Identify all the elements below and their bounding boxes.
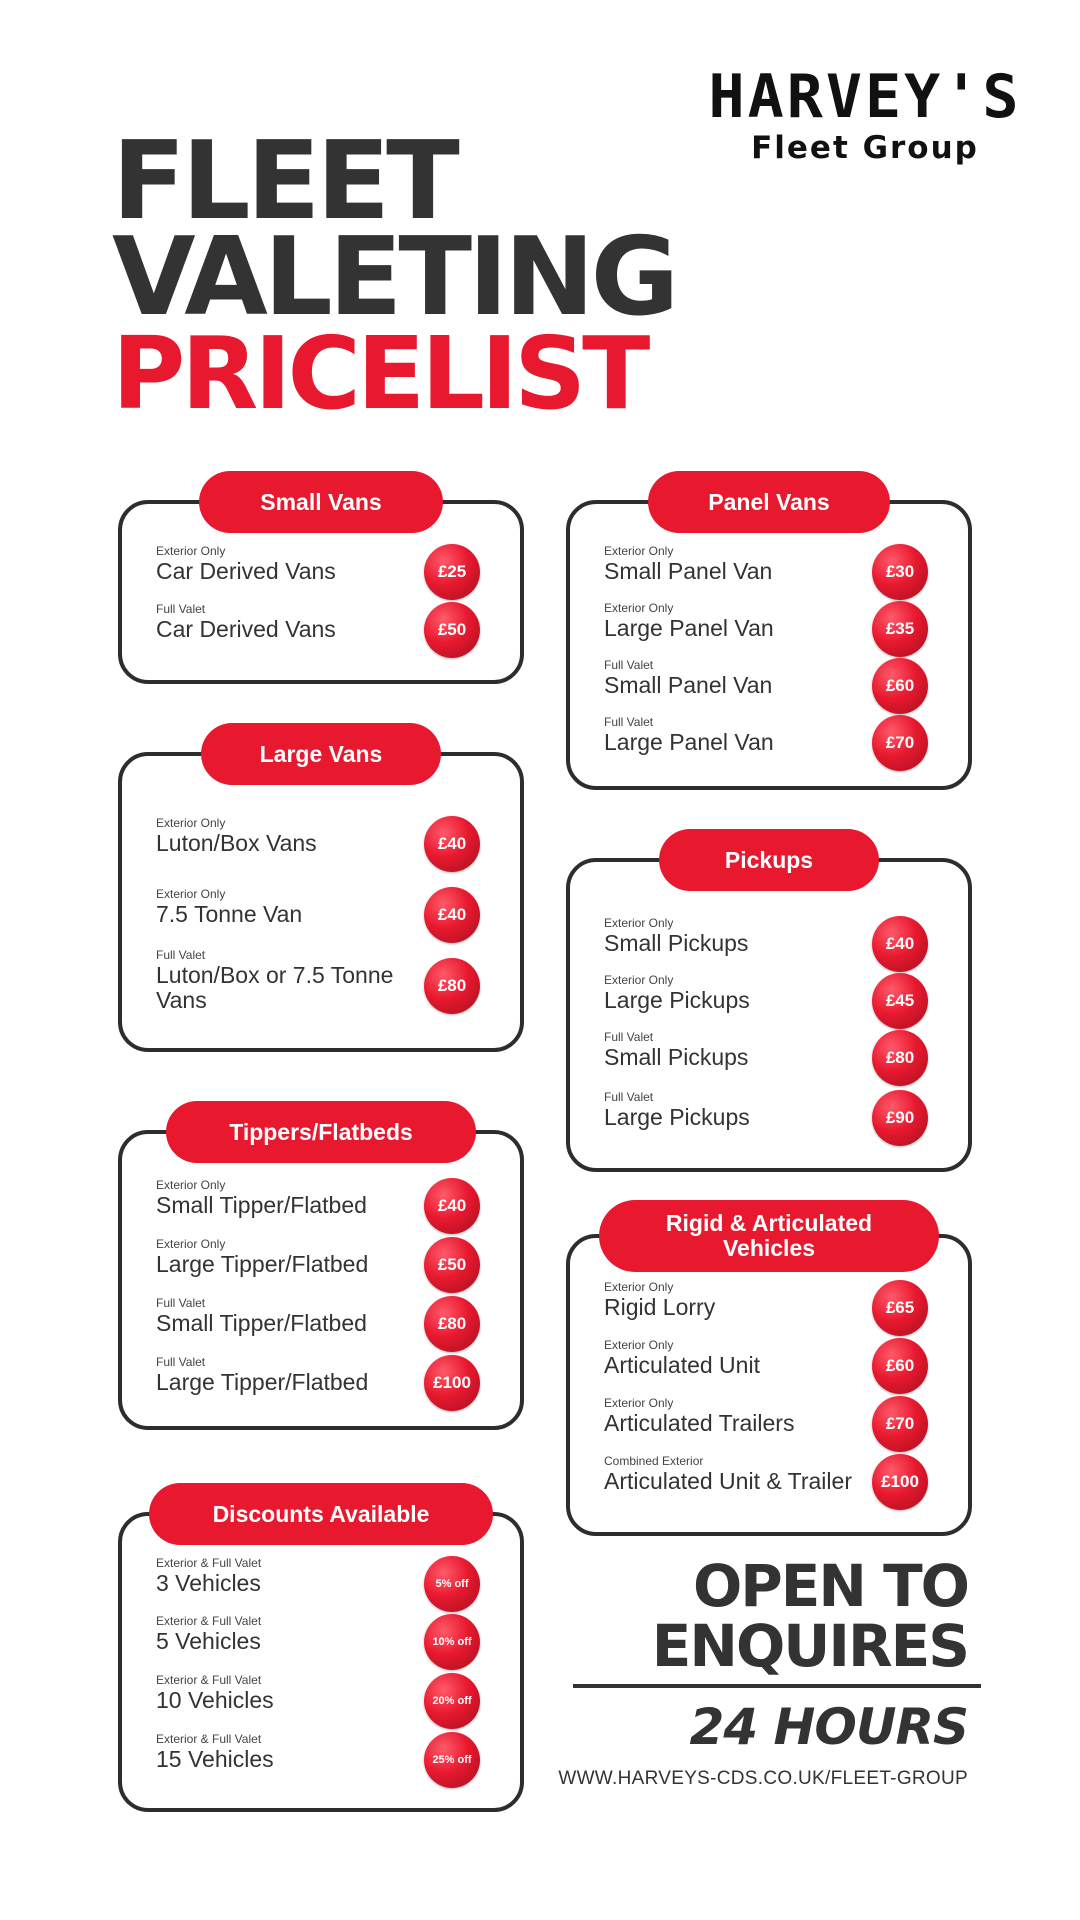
- vehicle-name: Large Tipper/Flatbed: [156, 1251, 369, 1277]
- card-heading: Tippers/Flatbeds: [166, 1101, 476, 1163]
- price-badge: £70: [872, 715, 928, 771]
- vehicle-name: Small Pickups: [604, 1044, 749, 1070]
- price-row: [604, 715, 968, 773]
- service-type: Exterior Only: [604, 601, 674, 615]
- vehicle-name: Small Panel Van: [604, 672, 773, 698]
- price-row: [604, 1454, 968, 1512]
- price-row: [156, 887, 520, 945]
- service-type: Full Valet: [604, 658, 654, 672]
- service-type: Exterior Only: [604, 916, 674, 930]
- logo-subtitle: Fleet Group: [751, 130, 979, 166]
- price-row: [156, 1296, 520, 1354]
- price-badge: £40: [424, 816, 480, 872]
- price-row: [156, 1237, 520, 1295]
- service-type: Exterior Only: [604, 973, 674, 987]
- vehicle-count: 10 Vehicles: [156, 1687, 274, 1713]
- title-line-3: PRICELIST: [112, 315, 647, 432]
- card-large-vans: [118, 740, 524, 1052]
- price-row: [604, 916, 968, 974]
- service-type: Exterior Only: [156, 1237, 226, 1251]
- card-heading: Discounts Available: [149, 1483, 493, 1545]
- price-row: [156, 602, 520, 660]
- price-row: [156, 1355, 520, 1413]
- service-type: Full Valet: [156, 1296, 206, 1310]
- discount-badge: 20% off: [424, 1673, 480, 1729]
- price-row: [604, 1090, 968, 1148]
- vehicle-name: Luton/Box or 7.5 Tonne Vans: [156, 962, 394, 1013]
- discount-type: Exterior & Full Valet: [156, 1732, 262, 1746]
- price-row: [156, 544, 520, 602]
- price-badge: £25: [424, 544, 480, 600]
- price-row: [156, 948, 520, 1028]
- price-row: [156, 816, 520, 874]
- vehicle-name: Small Panel Van: [604, 558, 773, 584]
- vehicle-name: Car Derived Vans: [156, 616, 336, 642]
- vehicle-count: 5 Vehicles: [156, 1628, 261, 1654]
- card-heading: Large Vans: [201, 723, 441, 785]
- card-rigid-articulated: [566, 1210, 972, 1536]
- price-badge: £45: [872, 973, 928, 1029]
- price-row: [604, 601, 968, 659]
- open-to-line: OPEN TO: [692, 1552, 968, 1620]
- card-tippers-flatbeds: [118, 1118, 524, 1430]
- service-type: Exterior Only: [604, 544, 674, 558]
- service-type: Full Valet: [604, 1030, 654, 1044]
- discount-row: [156, 1732, 520, 1790]
- discount-badge: 25% off: [424, 1732, 480, 1788]
- price-badge: £35: [872, 601, 928, 657]
- vehicle-count: 15 Vehicles: [156, 1746, 274, 1772]
- discount-type: Exterior & Full Valet: [156, 1614, 262, 1628]
- price-row: [604, 1280, 968, 1338]
- card-small-vans: [118, 488, 524, 684]
- service-type: Full Valet: [604, 715, 654, 729]
- price-badge: £40: [424, 1178, 480, 1234]
- vehicle-name: Luton/Box Vans: [156, 830, 317, 856]
- price-badge: £50: [424, 1237, 480, 1293]
- card-panel-vans: [566, 488, 972, 790]
- divider: [573, 1684, 981, 1688]
- card-heading: Small Vans: [199, 471, 443, 533]
- brand-logo: [690, 64, 1040, 166]
- vehicle-name: 7.5 Tonne Van: [156, 901, 303, 927]
- service-type: Exterior Only: [156, 816, 226, 830]
- service-type: Full Valet: [156, 948, 206, 962]
- price-badge: £50: [424, 602, 480, 658]
- vehicle-name: Car Derived Vans: [156, 558, 336, 584]
- card-heading: [599, 1200, 939, 1272]
- vehicle-count: 3 Vehicles: [156, 1570, 261, 1596]
- vehicle-name: Articulated Trailers: [604, 1410, 795, 1436]
- price-badge: £80: [872, 1030, 928, 1086]
- price-row: [604, 1396, 968, 1454]
- vehicle-name: Large Tipper/Flatbed: [156, 1369, 369, 1395]
- title-line-1: FLEET: [112, 119, 456, 244]
- vehicle-name: Small Pickups: [604, 930, 749, 956]
- vehicle-name: Rigid Lorry: [604, 1294, 716, 1320]
- price-row: [604, 973, 968, 1031]
- website-link[interactable]: WWW.HARVEYS-CDS.CO.UK/FLEET-GROUP: [558, 1768, 968, 1789]
- vehicle-name: Articulated Unit & Trailer: [604, 1468, 852, 1494]
- service-type: Exterior Only: [156, 887, 226, 901]
- discount-badge: 10% off: [424, 1614, 480, 1670]
- service-type: Full Valet: [604, 1090, 654, 1104]
- price-badge: £60: [872, 658, 928, 714]
- service-type: Full Valet: [156, 602, 206, 616]
- price-badge: £30: [872, 544, 928, 600]
- price-row: [156, 1178, 520, 1236]
- card-heading: Pickups: [659, 829, 879, 891]
- vehicle-name: Large Panel Van: [604, 615, 774, 641]
- service-type: Combined Exterior: [604, 1454, 704, 1468]
- card-heading: Panel Vans: [648, 471, 890, 533]
- price-row: [604, 1030, 968, 1088]
- price-badge: £80: [424, 1296, 480, 1352]
- enquires-line: ENQUIRES: [651, 1612, 968, 1680]
- price-row: [604, 658, 968, 716]
- card-pickups: [566, 846, 972, 1172]
- price-badge: £100: [424, 1355, 480, 1411]
- vehicle-name: Small Tipper/Flatbed: [156, 1310, 367, 1336]
- card-heading-line-1: Rigid & Articulated: [665, 1210, 873, 1236]
- vehicle-name: Large Pickups: [604, 1104, 750, 1130]
- price-badge: £90: [872, 1090, 928, 1146]
- vehicle-name: Articulated Unit: [604, 1352, 760, 1378]
- vehicle-name: Small Tipper/Flatbed: [156, 1192, 367, 1218]
- price-row: [604, 544, 968, 602]
- service-type: Exterior Only: [156, 1178, 226, 1192]
- discount-row: [156, 1673, 520, 1731]
- price-badge: £100: [872, 1454, 928, 1510]
- card-heading-line-2: Vehicles: [722, 1235, 816, 1261]
- vehicle-name: Large Panel Van: [604, 729, 774, 755]
- discount-badge: 5% off: [424, 1556, 480, 1612]
- price-badge: £40: [424, 887, 480, 943]
- vehicle-name: Large Pickups: [604, 987, 750, 1013]
- price-badge: £70: [872, 1396, 928, 1452]
- title-line-2: VALETING: [112, 215, 676, 340]
- card-discounts: [118, 1500, 524, 1812]
- logo-name: HARVEY'S: [708, 62, 1022, 132]
- discount-row: [156, 1614, 520, 1672]
- price-badge: £80: [424, 958, 480, 1014]
- discount-type: Exterior & Full Valet: [156, 1673, 262, 1687]
- price-badge: £40: [872, 916, 928, 972]
- discount-row: [156, 1556, 520, 1614]
- service-type: Exterior Only: [604, 1396, 674, 1410]
- price-row: [604, 1338, 968, 1396]
- price-badge: £65: [872, 1280, 928, 1336]
- price-badge: £60: [872, 1338, 928, 1394]
- hours-text: 24 HOURS: [689, 1698, 968, 1756]
- service-type: Exterior Only: [156, 544, 226, 558]
- service-type: Exterior Only: [604, 1280, 674, 1294]
- discount-type: Exterior & Full Valet: [156, 1556, 262, 1570]
- service-type: Full Valet: [156, 1355, 206, 1369]
- service-type: Exterior Only: [604, 1338, 674, 1352]
